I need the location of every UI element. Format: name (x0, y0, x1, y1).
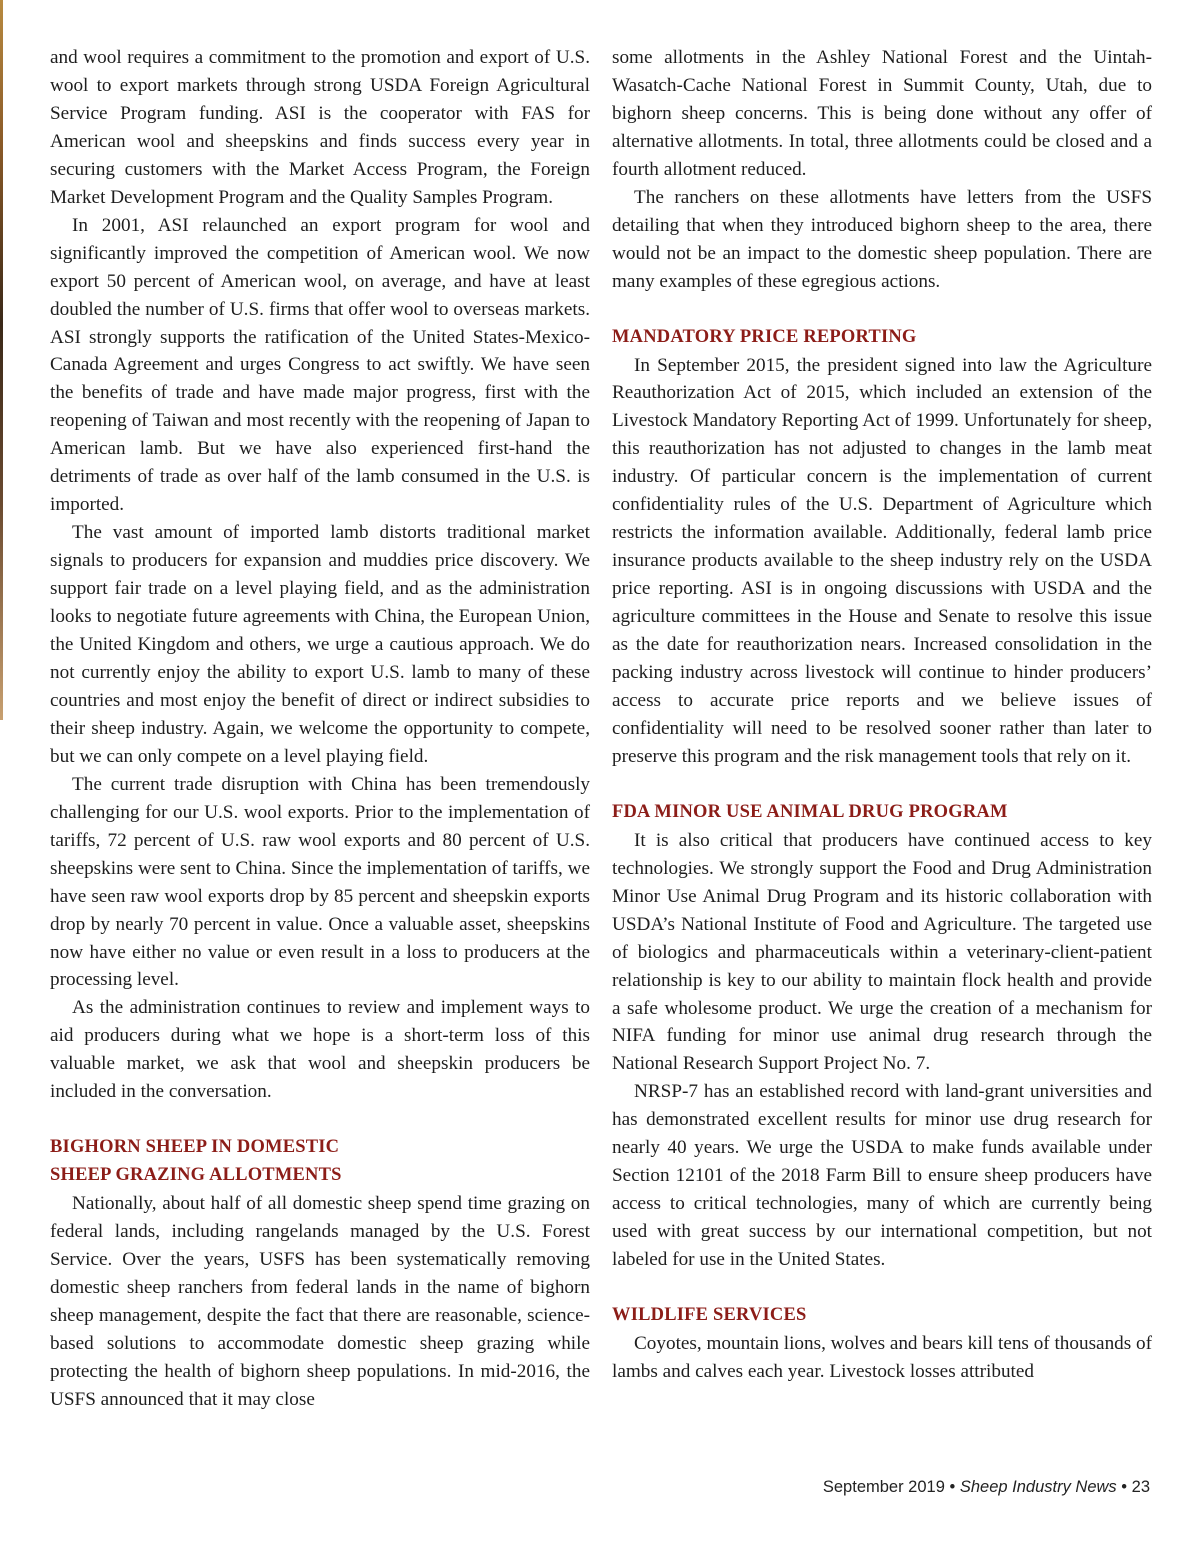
paragraph: some allotments in the Ashley National Forest and the Uintah-Wasatch-Cache National Forest in Summit County, Utah, due to bighorn sheep concerns. This is being done without any offer of alternative allotments. In total, three allotments could be closed and a fourth allotment reduced. (612, 47, 1152, 180)
footer-page-number: 23 (1131, 1478, 1150, 1496)
paragraph: The vast amount of imported lamb distorts traditional market signals to producers for expansion and muddies price discovery. We support fair trade on a level playing field, and as the administration looks to negotiate future agreements with China, the European Union, the United Kingdom and others, we urge a cautious approach. We do not currently enjoy the ability to export U.S. lamb to many of these countries and most enjoy the benefit of direct or indirect subsidies to their sheep industry. Again, we welcome the opportunity to compete, but we can only compete on a level playing field. (50, 522, 590, 767)
paragraph: NRSP-7 has an established record with land-grant universities and has demonstrated excellent results for minor use drug research for nearly 40 years. We urge the USDA to make funds available under Section 12101 of the 2018 Farm Bill to ensure sheep producers have access to critical technologies, many of which are currently being used with great success by our international competition, but not labeled for use in the United States. (612, 1081, 1152, 1271)
right-column (612, 44, 1152, 1386)
paragraph: It is also critical that producers have continued access to key technologies. We strongly support the Food and Drug Administration Minor Use Animal Drug Program and its historic collaboration with USDA’s National Institute of Food and Agriculture. The targeted use of biologics and pharmaceuticals within a veterinary-client-patient relationship is key to our ability to maintain flock health and provide a safe wholesome product. We urge the creation of a mechanism for NIFA funding for minor use animal drug research through the National Research Support Project No. 7. (612, 829, 1152, 1075)
footer-separator: • (944, 1478, 960, 1496)
section-gap (612, 1274, 1152, 1302)
paragraph: The ranchers on these allotments have letters from the USFS detailing that when they introduced bighorn sheep to the area, there would not be an impact to the domestic sheep population. There are many examples of these egregious actions. (612, 186, 1152, 292)
footer-separator: • (1116, 1478, 1132, 1496)
section-heading-mandatory-price-reporting: MANDATORY PRICE REPORTING (612, 326, 917, 347)
section-gap (612, 771, 1152, 799)
section-heading-bighorn-line1: BIGHORN SHEEP IN DOMESTIC (50, 1137, 340, 1158)
paragraph: In September 2015, the president signed into law the Agriculture Reauthorization Act of 2015, which included an extension of the Livestock Mandatory Reporting Act of 1999. Unfortunately for sheep, this reauthorization has not adjusted to changes in the lamb meat industry. Of particular concern is the implementation of current confidentiality rules of the U.S. Department of Agriculture which restricts the information available. Additionally, federal lamb price insurance products available to the sheep industry rely on the USDA price reporting. ASI is in ongoing discussions with USDA and the agriculture committees in the House and Senate to resolve this issue as the date for reauthorization nears. Increased consolidation in the packing industry across livestock will continue to hinder producers’ access to accurate price reports and we believe issues of confidentiality will need to be resolved sooner rather than later to preserve this program and the risk management tools that rely on it. (612, 354, 1152, 767)
paragraph: As the administration continues to review and implement ways to aid producers during what we hope is a short-term loss of this valuable market, we ask that wool and sheepskin producers be included in the conversation. (50, 997, 590, 1103)
paragraph: Coyotes, mountain lions, wolves and bears kill tens of thousands of lambs and calves each year. Livestock losses attributed (612, 1332, 1153, 1382)
section-heading-bighorn-line2: SHEEP GRAZING ALLOTMENTS (50, 1165, 342, 1186)
paragraph: In 2001, ASI relaunched an export program for wool and significantly improved the competition of American wool. We now export 50 percent of American wool, on average, and have at least doubled the number of U.S. firms that offer wool to overseas markets. ASI strongly supports the ratification of the United States-Mexico-Canada Agreement and urges Congress to act swiftly. We have seen the benefits of trade and have made major progress, first with the reopening of Taiwan and most recently with the reopening of Japan to American lamb. But we have also experienced first-hand the detriments of trade as over half of the lamb consumed in the U.S. is imported. (50, 214, 590, 516)
page-footer (823, 1478, 1150, 1497)
paragraph: The current trade disruption with China has been tremendously challenging for our U.S. wool exports. Prior to the implementation of tariffs, 72 percent of U.S. raw wool exports and 80 percent of U.S. sheepskins were sent to China. Since the implementation of tariffs, we have seen raw wool exports drop by 85 percent and sheepskin exports drop by nearly 70 percent in value. Once a valuable asset, sheepskins now have either no value or even result in a loss to producers at the processing level. (50, 773, 590, 991)
left-column (50, 44, 590, 1414)
page-edge-strip (0, 0, 3, 720)
section-heading-wildlife-services: WILDLIFE SERVICES (612, 1305, 807, 1326)
section-heading-fda-program: FDA MINOR USE ANIMAL DRUG PROGRAM (612, 801, 1008, 822)
section-gap (50, 1106, 590, 1134)
paragraph: Nationally, about half of all domestic sheep spend time grazing on federal lands, including rangelands managed by the U.S. Forest Service. Over the years, USFS has been systematically removing domestic sheep ranchers from federal lands in the name of bighorn sheep management, despite the fact that there are reasonable, science-based solutions to accommodate domestic sheep grazing while protecting the health of bighorn sheep populations. In mid-2016, the USFS announced that it may close (50, 1193, 590, 1410)
footer-publication: Sheep Industry News (959, 1478, 1117, 1496)
section-gap (612, 296, 1152, 324)
footer-date: September 2019 (822, 1478, 945, 1496)
paragraph: and wool requires a commitment to the promotion and export of U.S. wool to export markets through strong USDA Foreign Agricultural Service Program funding. ASI is the cooperator with FAS for American wool and sheepskins and finds success every year in securing customers with the Market Access Program, the Foreign Market Development Program and the Quality Samples Program. (50, 47, 590, 208)
